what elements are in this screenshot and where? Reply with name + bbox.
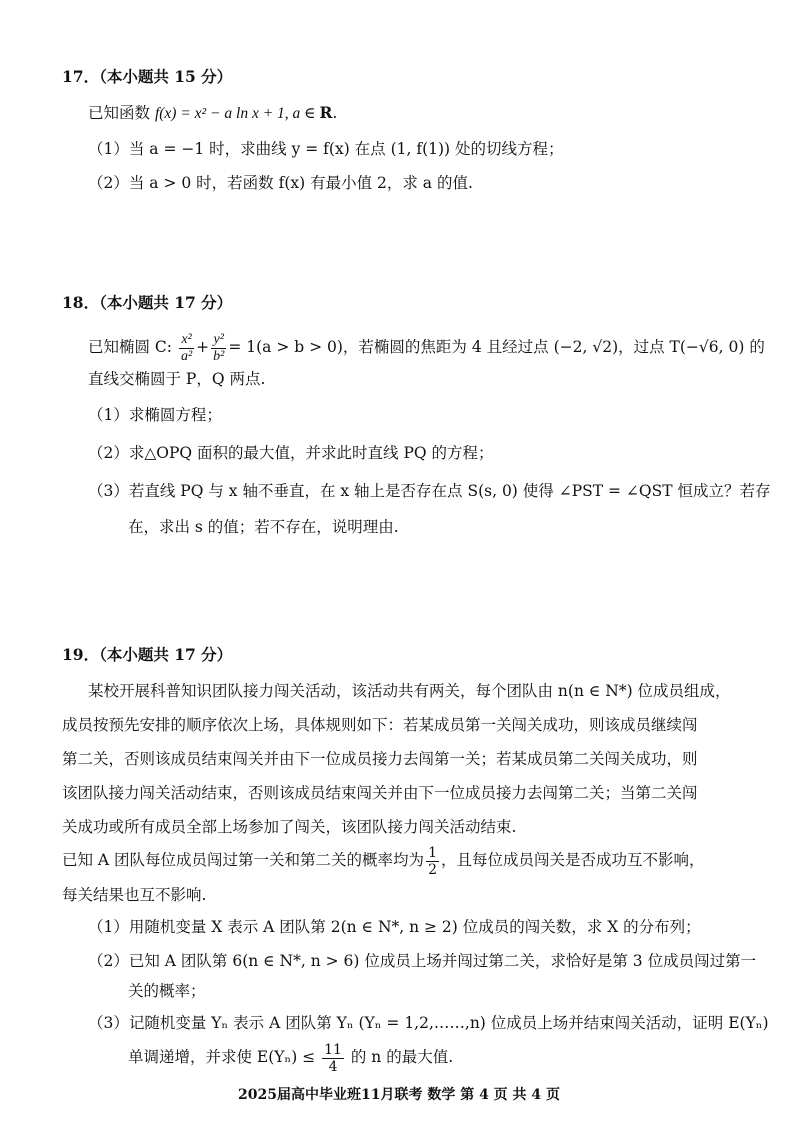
q18-fraction-y (211, 332, 226, 365)
q18-frac1-num: x² (179, 332, 194, 349)
q18-part1: （1）求椭圆方程； (88, 406, 222, 424)
q19-half-num: 1 (428, 844, 437, 861)
q18-frac1-den: a² (180, 348, 193, 364)
q18-part3-line1: （3）若直线 PQ 与 x 轴不垂直，在 x 轴上是否存在点 S(s, 0) 使得 ∠PST = ∠QST 恒成立？若存 (88, 482, 771, 500)
q19-part2-line2: 关的概率； (128, 982, 206, 1000)
q19-frac3-num: 11 (324, 1041, 342, 1058)
q18-stem (88, 330, 765, 365)
q18-fraction-x (179, 332, 194, 365)
q19-line2: 成员按预先安排的顺序依次上场，具体规则如下：若某成员第一关闯关成功，则该成员继续闯 (62, 716, 698, 734)
q17-stem (88, 102, 337, 125)
q19-line7: 每关结果也互不影响. (62, 886, 207, 904)
q17-stem-end: . (332, 104, 338, 122)
q19-fraction-half (426, 845, 439, 878)
q17-stem-R: R (319, 103, 333, 122)
q17-stem-text: 已知函数 (88, 104, 155, 122)
q19-line6-a: 已知 A 团队每位成员闯过第一关和第二关的概率均为 (62, 851, 425, 869)
q18-stem-text: 已知椭圆 C: (88, 338, 173, 356)
page-footer: 2025届高中毕业班11月联考 数学 第 4 页 共 4 页 (238, 1087, 561, 1103)
q18-frac2-num: y² (211, 332, 226, 349)
q19-part3-line1: （3）记随机变量 Yₙ 表示 A 团队第 Yₙ (Yₙ = 1,2,……,n) 位成员上场并结束闯关活动，证明 E(Yₙ) (88, 1014, 769, 1032)
q19-line6-b: ，且每位成员闯关是否成功互不影响， (440, 851, 705, 869)
q18-plus: + (196, 338, 210, 356)
q19-part2-line1: （2）已知 A 团队第 6(n ∈ N*, n > 6) 位成员上场并闯过第二关，求恰好是第 3 位成员闯过第一 (88, 952, 757, 970)
q18-stem-rest: = 1(a > b > 0)，若椭圆的焦距为 4 且经过点 (−2, √2)，过点 T(−√6, 0) 的 (228, 338, 765, 356)
q19-line1: 某校开展科普知识团队接力闯关活动，该活动共有两关，每个团队由 n(n ∈ N*) 位成员组成， (88, 682, 731, 700)
q19-half-den: 2 (428, 861, 437, 878)
q19-part3-line2 (128, 1040, 453, 1075)
q18-stem-line2: 直线交椭圆于 P，Q 两点. (88, 370, 266, 388)
q19-line4: 该团队接力闯关活动结束，否则该成员结束闯关并由下一位成员接力去闯第二关；当第二关闯 (62, 784, 698, 802)
q19-header: 19．（本小题共 17 分） (62, 645, 233, 664)
q17-part1: （1）当 a = −1 时，求曲线 y = f(x) 在点 (1, f(1)) 处的切线方程； (88, 140, 564, 158)
q19-line5: 关成功或所有成员全部上场参加了闯关，该团队接力闯关活动结束. (62, 818, 517, 836)
q18-frac2-den: b² (213, 348, 225, 364)
q19-fraction-11-4 (322, 1042, 344, 1075)
q17-header: 17．（本小题共 15 分） (62, 67, 233, 86)
q18-part2: （2）求△OPQ 面积的最大值，并求此时直线 PQ 的方程； (88, 444, 494, 462)
q19-frac3-den: 4 (328, 1058, 338, 1075)
q19-line3: 第二关，否则该成员结束闯关并由下一位成员接力去闯第一关；若某成员第二关闯关成功，则 (62, 750, 698, 768)
q18-part3-line2: 在，求出 s 的值；若不存在，说明理由. (128, 518, 399, 536)
q19-part3-b1: 单调递增，并求使 E(Yₙ) ≤ (128, 1048, 321, 1066)
q17-part2: （2）当 a > 0 时，若函数 f(x) 有最小值 2，求 a 的值. (88, 174, 473, 192)
q17-stem-math: f(x) = x² − a ln x + 1, a ∈ (154, 105, 320, 122)
q19-part3-b2: 的 n 的最大值. (345, 1048, 454, 1066)
q19-part1: （1）用随机变量 X 表示 A 团队第 2(n ∈ N*, n ≥ 2) 位成员的闯关数，求 X 的分布列； (88, 918, 701, 936)
q18-header: 18．（本小题共 17 分） (62, 293, 233, 312)
q19-line6 (62, 843, 705, 878)
